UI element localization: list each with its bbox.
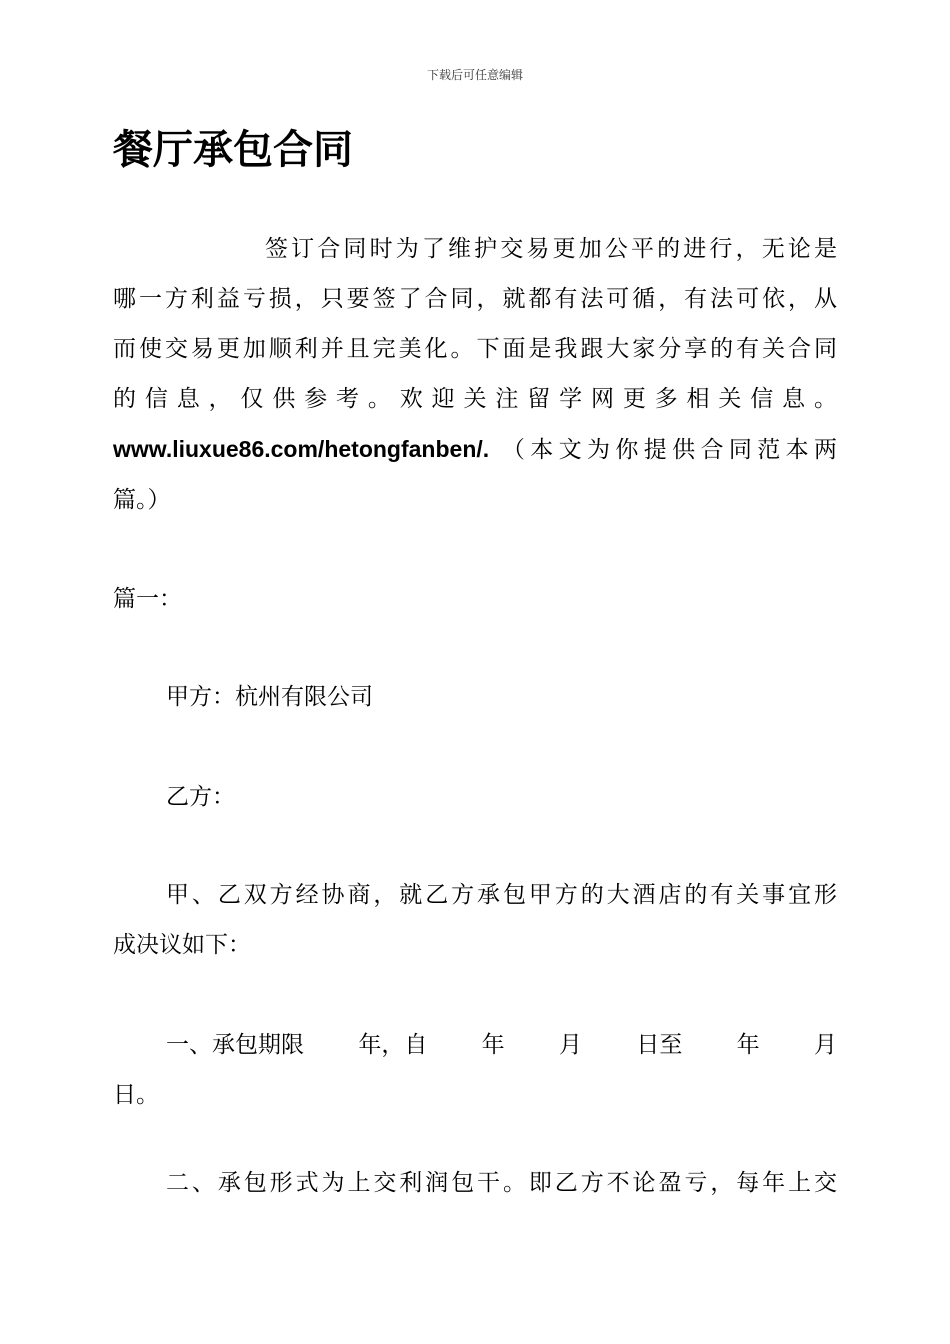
agreement-paragraph bbox=[113, 870, 837, 970]
intro-line: 哪一方利益亏损，只要签了合同，就都有法可循，有法可依，从 bbox=[113, 286, 837, 312]
term-month: 月 bbox=[558, 1032, 582, 1058]
header-note: 下载后可任意编辑 bbox=[426, 68, 523, 82]
term-day-to: 日至 bbox=[636, 1032, 683, 1058]
intro-line: 签订合同时为了维护交易更加公平的进行，无论是 bbox=[265, 236, 837, 262]
term-tail: 日。 bbox=[113, 1082, 159, 1108]
agreement-line: 甲、乙双方经协商，就乙方承包甲方的大酒店的有关事宜形 bbox=[166, 882, 837, 908]
site-url-link[interactable]: www.liuxue86.com/hetongfanben/. bbox=[113, 436, 490, 462]
party-b bbox=[113, 772, 837, 822]
agreement-line: 成决议如下： bbox=[113, 932, 251, 958]
document-title: 餐厅承包合同 bbox=[113, 127, 353, 173]
term-line bbox=[113, 1020, 837, 1070]
section-heading: 篇一： bbox=[113, 586, 182, 612]
term-clause bbox=[113, 1020, 837, 1120]
term-year: 年 bbox=[481, 1032, 505, 1058]
term-label: 一、承包期限 bbox=[166, 1032, 304, 1058]
party-b-line: 乙方： bbox=[166, 784, 235, 810]
term-year2: 年 bbox=[736, 1032, 760, 1058]
term-year-unit: 年，自 bbox=[358, 1032, 428, 1058]
party-a bbox=[113, 672, 837, 722]
clause-2-line: 二、承包形式为上交利润包干。即乙方不论盈亏，每年上交 bbox=[166, 1170, 837, 1196]
party-a-line: 甲方：杭州有限公司 bbox=[166, 684, 373, 710]
intro-line-tail: （本文为你提供合同范本两 bbox=[501, 437, 838, 463]
intro-line: 而使交易更加顺利并且完美化。下面是我跟大家分享的有关合同 bbox=[113, 336, 837, 362]
intro-line-url bbox=[113, 424, 837, 475]
intro-line: 篇。） bbox=[113, 487, 171, 513]
clause-2 bbox=[113, 1158, 837, 1208]
intro-line: 的信息，仅供参考。欢迎关注留学网更多相关信息。 bbox=[113, 386, 837, 412]
term-month2: 月 bbox=[813, 1032, 837, 1058]
intro-paragraph bbox=[113, 224, 837, 525]
